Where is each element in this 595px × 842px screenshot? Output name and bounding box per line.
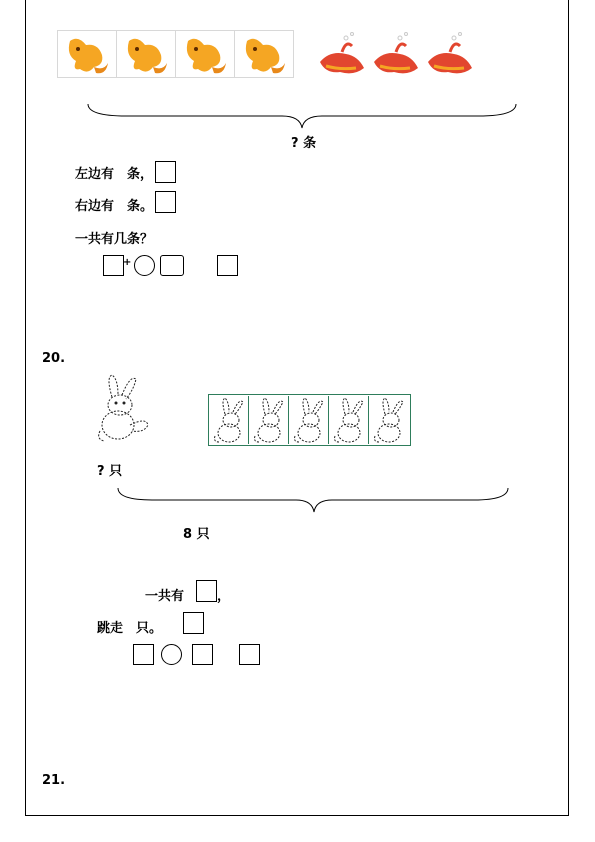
equation-box-2[interactable] xyxy=(160,255,184,276)
total-brace-20 xyxy=(116,486,510,514)
brace-label: ? 条 xyxy=(291,136,317,151)
equation20-box-1[interactable] xyxy=(133,644,154,665)
rabbit-icon xyxy=(369,396,409,444)
rabbit-icon xyxy=(329,396,369,444)
equation20-operator-circle[interactable] xyxy=(161,644,182,665)
goldfish-4 xyxy=(235,31,294,77)
total-box[interactable] xyxy=(196,580,217,602)
equation20-box-2[interactable] xyxy=(192,644,213,665)
goldfish-2 xyxy=(117,31,176,77)
redfish-icon xyxy=(316,32,478,80)
equation-plus-sign: + xyxy=(123,257,132,268)
jumped-text: 跳走 只。 xyxy=(97,621,163,636)
rabbit-icon xyxy=(249,396,289,444)
right-count-text: 右边有 条。 xyxy=(75,199,154,214)
goldfish-1 xyxy=(58,31,117,77)
rabbit-icon xyxy=(289,396,329,444)
goldfish-icon xyxy=(235,31,293,77)
equation20-result-box[interactable] xyxy=(239,644,260,665)
rabbit-3 xyxy=(289,396,329,444)
left-count-box[interactable] xyxy=(155,161,176,183)
redfish-group xyxy=(316,32,478,80)
goldfish-icon xyxy=(58,31,116,77)
rabbit-1 xyxy=(209,396,249,444)
equation-result-box[interactable] xyxy=(217,255,238,276)
rabbit-with-carrot xyxy=(90,373,152,445)
rabbit-5 xyxy=(369,396,409,444)
unknown-count-label: ? 只 xyxy=(97,464,123,479)
goldfish-group xyxy=(57,30,294,78)
rabbit-icon xyxy=(209,396,249,444)
total-question: 一共有几条？ xyxy=(75,232,154,247)
rabbit-4 xyxy=(329,396,369,444)
right-count-box[interactable] xyxy=(155,191,176,213)
rabbit-icon xyxy=(90,373,152,445)
total-comma: ， xyxy=(217,589,231,604)
equation-operator-circle[interactable] xyxy=(134,255,155,276)
rabbit-group xyxy=(208,394,411,446)
jumped-box[interactable] xyxy=(183,612,204,634)
total-count-label: 8 只 xyxy=(183,527,210,542)
goldfish-icon xyxy=(176,31,234,77)
total-brace xyxy=(86,100,518,130)
goldfish-icon xyxy=(117,31,175,77)
total-text: 一共有 xyxy=(145,589,185,604)
rabbit-2 xyxy=(249,396,289,444)
goldfish-3 xyxy=(176,31,235,77)
left-count-text: 左边有 条， xyxy=(75,167,154,182)
equation-box-1[interactable] xyxy=(103,255,124,276)
question-21-number: 21. xyxy=(42,773,66,788)
question-20-number: 20. xyxy=(42,351,66,366)
